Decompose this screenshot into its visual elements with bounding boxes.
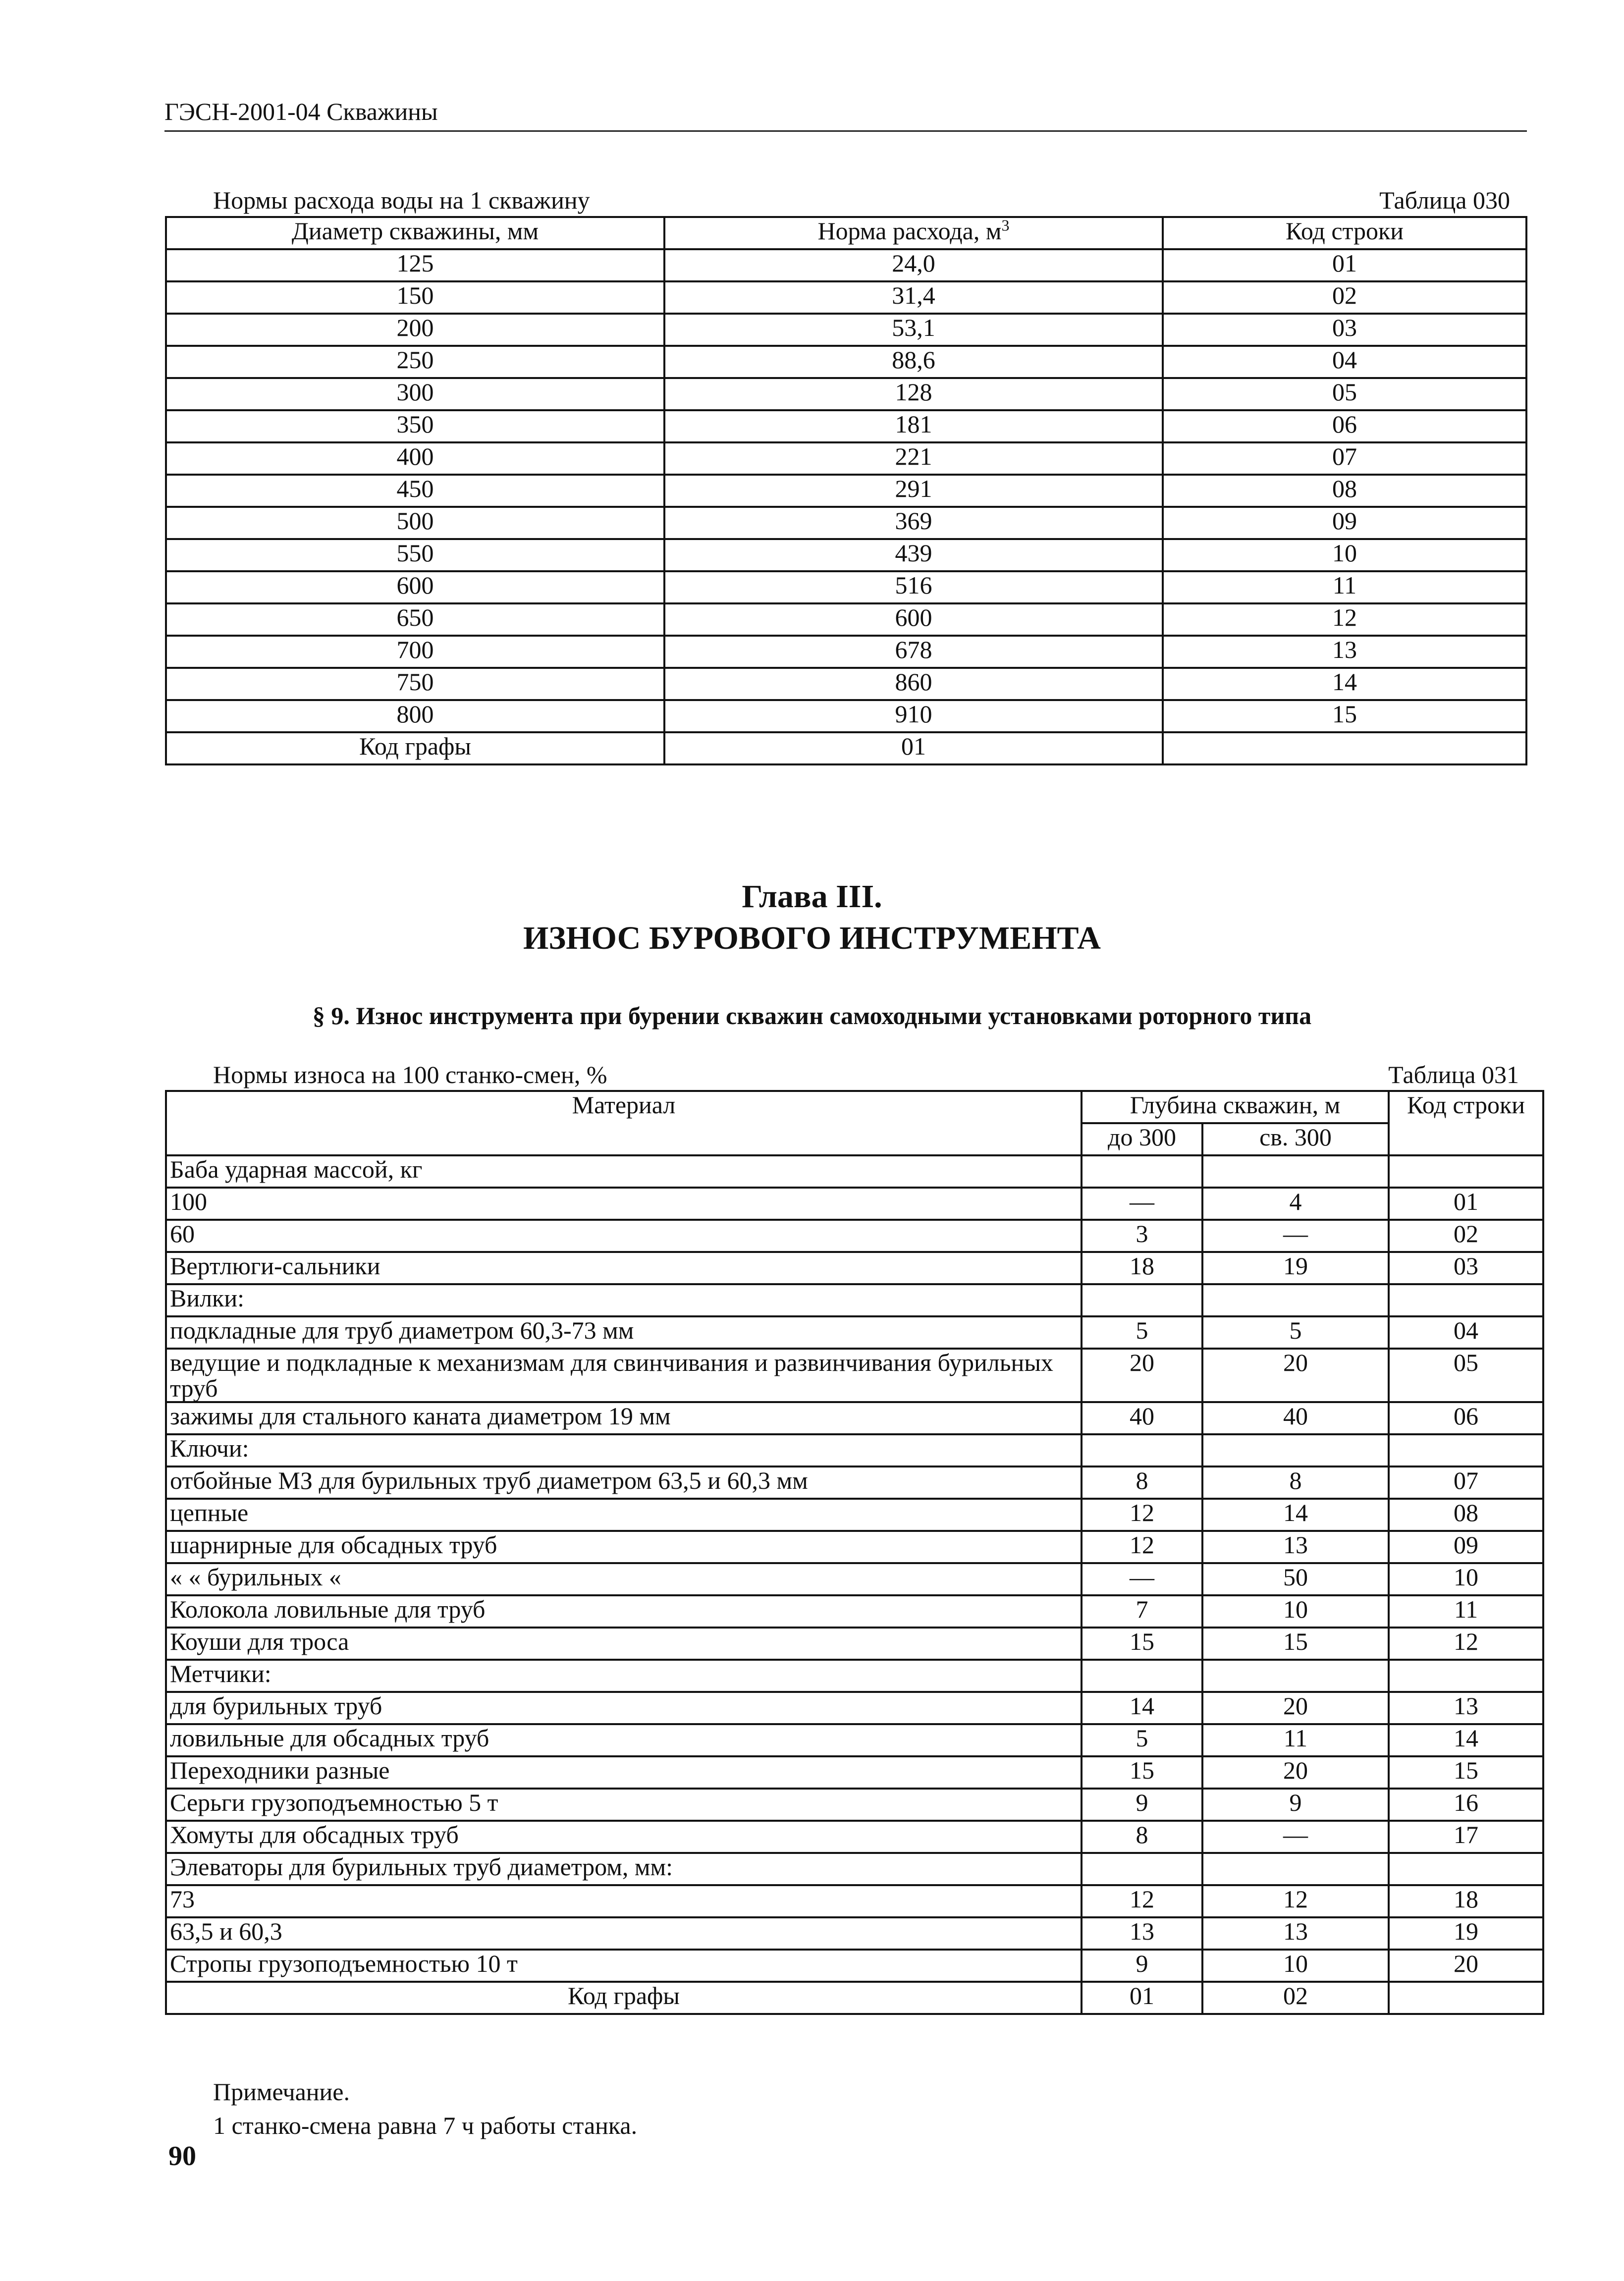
cell-depth-to-300: 8 (1082, 1821, 1202, 1853)
cell-depth-to-300: 20 (1082, 1349, 1202, 1402)
table-row (166, 1316, 1543, 1349)
table-row (166, 249, 1526, 281)
cell-depth-over-300: 11 (1202, 1724, 1389, 1756)
cell-code: 02 (1389, 1220, 1543, 1252)
footer-empty (1163, 732, 1526, 764)
table-row (166, 1789, 1543, 1821)
table-row (166, 571, 1526, 603)
header-depth: Глубина скважин, м (1082, 1091, 1389, 1123)
cell-material: Коуши для троса (166, 1628, 1082, 1660)
table-031-footer-row (166, 1982, 1543, 2014)
cell-material: Ключи: (166, 1434, 1082, 1466)
cell-diameter: 500 (166, 507, 664, 539)
table-row (166, 281, 1526, 314)
table-row (166, 1466, 1543, 1499)
table-row (166, 1950, 1543, 1982)
cell-code: 15 (1163, 700, 1526, 732)
cell-norm: 439 (664, 539, 1163, 571)
cell-depth-over-300: 13 (1202, 1917, 1389, 1950)
cell-norm: 860 (664, 668, 1163, 700)
cell-code: 05 (1163, 378, 1526, 410)
header-depth-to-300: до 300 (1082, 1123, 1202, 1155)
cell-depth-to-300: 12 (1082, 1499, 1202, 1531)
cell-norm: 24,0 (664, 249, 1163, 281)
cell-code (1389, 1434, 1543, 1466)
cell-material: Баба ударная массой, кг (166, 1155, 1082, 1188)
cell-diameter: 600 (166, 571, 664, 603)
table-row (166, 1724, 1543, 1756)
header-rule (164, 130, 1527, 132)
cell-depth-to-300 (1082, 1853, 1202, 1885)
cell-code: 02 (1163, 281, 1526, 314)
table-row (166, 475, 1526, 507)
cell-diameter: 400 (166, 442, 664, 475)
table-030-caption-row (213, 186, 1510, 215)
cell-code: 12 (1163, 603, 1526, 636)
table-row (166, 1220, 1543, 1252)
footer-d1-code: 01 (1082, 1982, 1202, 2014)
cell-code: 08 (1389, 1499, 1543, 1531)
cell-code: 19 (1389, 1917, 1543, 1950)
cell-depth-to-300: 9 (1082, 1789, 1202, 1821)
cell-depth-over-300: 4 (1202, 1188, 1389, 1220)
cell-code: 01 (1389, 1188, 1543, 1220)
header-material: Материал (166, 1091, 1082, 1155)
cell-material: Вертлюги-сальники (166, 1252, 1082, 1284)
chapter-subtitle: ИЗНОС БУРОВОГО ИНСТРУМЕНТА (523, 920, 1101, 956)
cell-norm: 128 (664, 378, 1163, 410)
cell-depth-to-300 (1082, 1434, 1202, 1466)
cell-depth-over-300: 20 (1202, 1692, 1389, 1724)
table-030-footer-row (166, 732, 1526, 764)
cell-diameter: 150 (166, 281, 664, 314)
cell-code: 10 (1163, 539, 1526, 571)
table-row (166, 442, 1526, 475)
cell-code: 11 (1389, 1595, 1543, 1628)
footer-label: Код графы (166, 1982, 1082, 2014)
cell-depth-to-300: 18 (1082, 1252, 1202, 1284)
cell-norm: 88,6 (664, 346, 1163, 378)
table-031 (165, 1090, 1544, 2015)
cell-code: 16 (1389, 1789, 1543, 1821)
cell-material: цепные (166, 1499, 1082, 1531)
header-depth-over-300: св. 300 (1202, 1123, 1389, 1155)
cell-depth-over-300: 8 (1202, 1466, 1389, 1499)
cell-code: 04 (1163, 346, 1526, 378)
cell-depth-to-300: 5 (1082, 1724, 1202, 1756)
cell-code: 17 (1389, 1821, 1543, 1853)
cell-depth-to-300: 15 (1082, 1628, 1202, 1660)
table-031-caption-row (213, 1060, 1519, 1089)
cell-depth-to-300 (1082, 1660, 1202, 1692)
note-title: Примечание. (213, 2078, 350, 2106)
cell-material: зажимы для стального каната диаметром 19 мм (166, 1402, 1082, 1434)
cell-material: подкладные для труб диаметром 60,3-73 мм (166, 1316, 1082, 1349)
cell-material: Серьги грузоподъемностью 5 т (166, 1789, 1082, 1821)
table-row (166, 1917, 1543, 1950)
table-row (166, 314, 1526, 346)
table-row (166, 603, 1526, 636)
cell-code: 07 (1163, 442, 1526, 475)
footer-label: Код графы (166, 732, 664, 764)
cell-diameter: 450 (166, 475, 664, 507)
table-row (166, 410, 1526, 442)
table-row (166, 1252, 1543, 1284)
cell-depth-to-300: 3 (1082, 1220, 1202, 1252)
footer-empty (1389, 1982, 1543, 2014)
cell-depth-over-300 (1202, 1853, 1389, 1885)
cell-depth-over-300 (1202, 1434, 1389, 1466)
cell-material: 100 (166, 1188, 1082, 1220)
cell-diameter: 700 (166, 636, 664, 668)
cell-code: 05 (1389, 1349, 1543, 1402)
cell-code: 14 (1389, 1724, 1543, 1756)
cell-depth-to-300: 12 (1082, 1531, 1202, 1563)
cell-code: 03 (1389, 1252, 1543, 1284)
cell-code (1389, 1853, 1543, 1885)
table-row (166, 636, 1526, 668)
cell-depth-over-300: 10 (1202, 1595, 1389, 1628)
chapter-title: Глава III. (742, 878, 882, 915)
cell-depth-over-300 (1202, 1284, 1389, 1316)
cell-diameter: 650 (166, 603, 664, 636)
cell-code: 10 (1389, 1563, 1543, 1595)
cell-norm: 516 (664, 571, 1163, 603)
cell-depth-over-300 (1202, 1660, 1389, 1692)
cell-depth-over-300: 10 (1202, 1950, 1389, 1982)
cell-norm: 369 (664, 507, 1163, 539)
table-row (166, 668, 1526, 700)
cell-material: Вилки: (166, 1284, 1082, 1316)
table-031-caption: Нормы износа на 100 станко-смен, % (213, 1061, 607, 1088)
table-row (166, 1628, 1543, 1660)
cell-code: 06 (1389, 1402, 1543, 1434)
cell-diameter: 250 (166, 346, 664, 378)
table-row (166, 346, 1526, 378)
cell-depth-over-300: 12 (1202, 1885, 1389, 1917)
cell-depth-over-300: — (1202, 1821, 1389, 1853)
cell-code: 07 (1389, 1466, 1543, 1499)
table-030-header-row (166, 217, 1526, 249)
cell-depth-to-300 (1082, 1284, 1202, 1316)
cell-norm: 31,4 (664, 281, 1163, 314)
table-row (166, 1499, 1543, 1531)
table-row (166, 1660, 1543, 1692)
cell-depth-over-300: 50 (1202, 1563, 1389, 1595)
cell-code: 09 (1163, 507, 1526, 539)
cell-depth-over-300: 20 (1202, 1756, 1389, 1789)
table-030-number: Таблица 030 (1379, 186, 1510, 214)
cell-material: 60 (166, 1220, 1082, 1252)
table-row (166, 1155, 1543, 1188)
note-text: 1 станко-смена равна 7 ч работы станка. (213, 2112, 638, 2139)
table-row (166, 700, 1526, 732)
cell-norm: 291 (664, 475, 1163, 507)
cell-code: 03 (1163, 314, 1526, 346)
cell-code: 06 (1163, 410, 1526, 442)
table-row (166, 507, 1526, 539)
cell-material: ведущие и подкладные к механизмам для свинчивания и развинчивания бурильных труб (166, 1349, 1082, 1402)
cell-material: Переходники разные (166, 1756, 1082, 1789)
header-norm-label: Норма расхода, м (817, 217, 1002, 245)
cell-norm: 910 (664, 700, 1163, 732)
cell-material: « « бурильных « (166, 1563, 1082, 1595)
cell-code: 01 (1163, 249, 1526, 281)
cell-depth-to-300: 13 (1082, 1917, 1202, 1950)
cell-depth-over-300: 14 (1202, 1499, 1389, 1531)
cell-depth-over-300: — (1202, 1220, 1389, 1252)
table-row (166, 539, 1526, 571)
cell-depth-over-300: 20 (1202, 1349, 1389, 1402)
cell-material: ловильные для обсадных труб (166, 1724, 1082, 1756)
cell-code: 14 (1163, 668, 1526, 700)
cell-code: 11 (1163, 571, 1526, 603)
cell-diameter: 200 (166, 314, 664, 346)
cell-depth-to-300: 8 (1082, 1466, 1202, 1499)
table-030 (165, 216, 1527, 765)
cell-depth-over-300: 19 (1202, 1252, 1389, 1284)
cell-diameter: 550 (166, 539, 664, 571)
cell-norm: 53,1 (664, 314, 1163, 346)
cell-depth-to-300: 12 (1082, 1885, 1202, 1917)
cell-material: Стропы грузоподъемностью 10 т (166, 1950, 1082, 1982)
table-row (166, 1885, 1543, 1917)
cell-diameter: 800 (166, 700, 664, 732)
header-norm (664, 217, 1163, 249)
cell-code: 15 (1389, 1756, 1543, 1789)
cell-material: 73 (166, 1885, 1082, 1917)
table-row (166, 1284, 1543, 1316)
cell-code (1389, 1284, 1543, 1316)
cell-depth-to-300: 9 (1082, 1950, 1202, 1982)
section-title: § 9. Износ инструмента при бурении скважин самоходными установками роторного типа (312, 1002, 1312, 1030)
running-title: ГЭСН-2001-04 Скважины (164, 98, 438, 125)
cell-depth-over-300 (1202, 1155, 1389, 1188)
table-030-caption: Нормы расхода воды на 1 скважину (213, 186, 590, 214)
cell-code: 13 (1163, 636, 1526, 668)
header-code: Код строки (1389, 1091, 1543, 1155)
cell-diameter: 750 (166, 668, 664, 700)
table-row (166, 1349, 1543, 1402)
cell-diameter: 300 (166, 378, 664, 410)
cell-code (1389, 1155, 1543, 1188)
footer-norm-code: 01 (664, 732, 1163, 764)
cell-depth-to-300: 40 (1082, 1402, 1202, 1434)
cell-depth-to-300: 14 (1082, 1692, 1202, 1724)
page-number: 90 (168, 2141, 196, 2172)
cell-code (1389, 1660, 1543, 1692)
cell-norm: 678 (664, 636, 1163, 668)
header-code: Код строки (1163, 217, 1526, 249)
table-031-number: Таблица 031 (1388, 1061, 1519, 1088)
cell-depth-over-300: 15 (1202, 1628, 1389, 1660)
table-row (166, 1531, 1543, 1563)
table-row (166, 1188, 1543, 1220)
cell-diameter: 125 (166, 249, 664, 281)
cell-code: 09 (1389, 1531, 1543, 1563)
table-row (166, 1692, 1543, 1724)
cell-material: Метчики: (166, 1660, 1082, 1692)
cell-depth-to-300: 7 (1082, 1595, 1202, 1628)
cell-norm: 600 (664, 603, 1163, 636)
cell-material: 63,5 и 60,3 (166, 1917, 1082, 1950)
header-norm-exponent: 3 (1001, 216, 1010, 234)
cell-depth-to-300: 5 (1082, 1316, 1202, 1349)
cell-depth-over-300: 9 (1202, 1789, 1389, 1821)
cell-norm: 181 (664, 410, 1163, 442)
cell-diameter: 350 (166, 410, 664, 442)
cell-norm: 221 (664, 442, 1163, 475)
cell-depth-to-300 (1082, 1155, 1202, 1188)
table-row (166, 1563, 1543, 1595)
table-row (166, 1853, 1543, 1885)
table-031-header-row-1 (166, 1091, 1543, 1123)
cell-depth-to-300: 15 (1082, 1756, 1202, 1789)
cell-depth-to-300: — (1082, 1188, 1202, 1220)
cell-material: для бурильных труб (166, 1692, 1082, 1724)
cell-code: 18 (1389, 1885, 1543, 1917)
table-row (166, 378, 1526, 410)
table-row (166, 1756, 1543, 1789)
table-row (166, 1595, 1543, 1628)
cell-material: Хомуты для обсадных труб (166, 1821, 1082, 1853)
cell-code: 04 (1389, 1316, 1543, 1349)
cell-code: 08 (1163, 475, 1526, 507)
cell-material: шарнирные для обсадных труб (166, 1531, 1082, 1563)
table-row (166, 1821, 1543, 1853)
cell-material: Колокола ловильные для труб (166, 1595, 1082, 1628)
footer-d2-code: 02 (1202, 1982, 1389, 2014)
header-diameter: Диаметр скважины, мм (166, 217, 664, 249)
cell-depth-over-300: 13 (1202, 1531, 1389, 1563)
cell-depth-over-300: 40 (1202, 1402, 1389, 1434)
cell-material: Элеваторы для бурильных труб диаметром, мм: (166, 1853, 1082, 1885)
table-row (166, 1402, 1543, 1434)
table-row (166, 1434, 1543, 1466)
cell-code: 12 (1389, 1628, 1543, 1660)
cell-code: 13 (1389, 1692, 1543, 1724)
cell-depth-to-300: — (1082, 1563, 1202, 1595)
cell-material: отбойные МЗ для бурильных труб диаметром 63,5 и 60,3 мм (166, 1466, 1082, 1499)
cell-depth-over-300: 5 (1202, 1316, 1389, 1349)
cell-code: 20 (1389, 1950, 1543, 1982)
